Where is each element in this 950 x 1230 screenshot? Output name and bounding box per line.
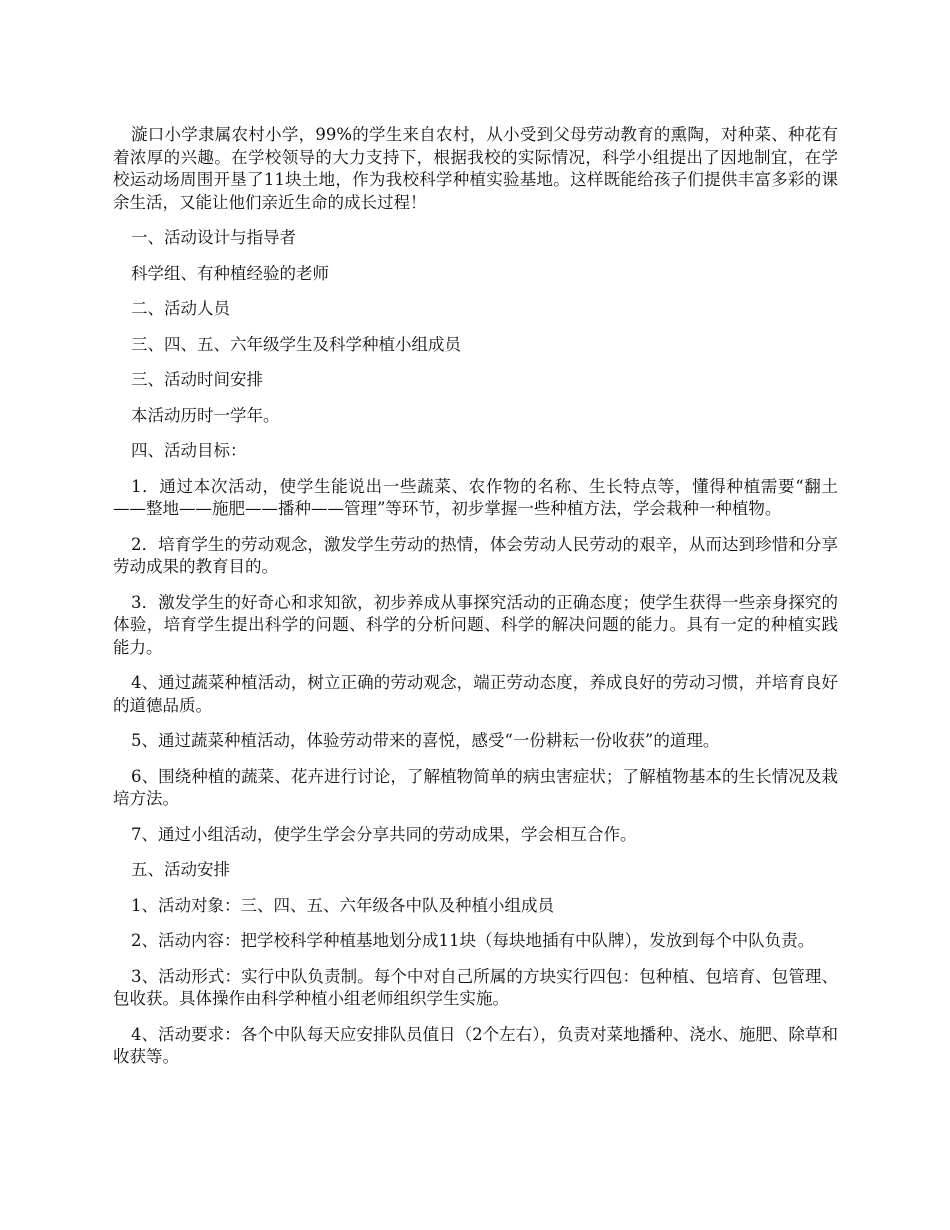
- goal-item-3: 3．激发学生的好奇心和求知欲，初步养成从事探究活动的正确态度；使学生获得一些亲身探究的体验，培育学生提出科学的问题、科学的分析问题、科学的解决问题的能力。具有一定的种植实践能力。: [113, 592, 838, 657]
- designers-text: 科学组、有种植经验的老师: [131, 263, 329, 283]
- intro-paragraph: 漩口小学隶属农村小学，99%的学生来自农村，从小受到父母劳动教育的熏陶，对种菜、种花有着浓厚的兴趣。在学校领导的大力支持下，根据我校的实际情况，科学小组提出了因地制宜，在学校运动场周围开垦了11块土地，作为我校科学种植实验基地。这样既能给孩子们提供丰富多彩的课余生活，又能让他们亲近生命的成长过程！: [113, 125, 838, 212]
- arrangement-item-1: 1、活动对象：三、四、五、六年级各中队及种植小组成员: [131, 895, 554, 915]
- section-heading-arrangement: 五、活动安排: [131, 860, 230, 879]
- participants-text: 三、四、五、六年级学生及科学种植小组成员: [131, 334, 461, 354]
- goal-item-7: 7、通过小组活动，使学生学会分享共同的劳动成果，学会相互合作。: [131, 824, 637, 844]
- arrangement-item-4: 4、活动要求：各个中队每天应安排队员值日（2个左右），负责对菜地播种、浇水、施肥、除草和收获等。: [113, 1024, 838, 1066]
- section-heading-schedule: 三、活动时间安排: [131, 370, 263, 389]
- goal-item-1: 1．通过本次活动，使学生能说出一些蔬菜、农作物的名称、生长特点等，懂得种植需要“翻土——整地——施肥——播种——管理”等环节，初步掌握一些种植方法，学会栽种一种植物。: [113, 476, 838, 518]
- section-heading-designers: 一、活动设计与指导者: [131, 228, 296, 247]
- section-heading-goals: 四、活动目标：: [131, 441, 247, 460]
- arrangement-item-3: 3、活动形式：实行中队负责制。每个中对自己所属的方块实行四包：包种植、包培育、包管理、包收获。具体操作由科学种植小组老师组织学生实施。: [113, 966, 838, 1008]
- goal-item-5: 5、通过蔬菜种植活动，体验劳动带来的喜悦，感受“一份耕耘一份收获”的道理。: [131, 731, 720, 750]
- goal-item-4: 4、通过蔬菜种植活动，树立正确的劳动观念，端正劳动态度，养成良好的劳动习惯，并培育良好的道德品质。: [113, 673, 838, 715]
- arrangement-item-2: 2、活动内容：把学校科学种植基地划分成11块（每块地插有中队牌），发放到每个中队负责。: [131, 931, 815, 950]
- goal-item-2: 2．培育学生的劳动观念，激发学生劳动的热情，体会劳动人民劳动的艰辛，从而达到珍惜和分享劳动成果的教育目的。: [113, 534, 838, 576]
- document-body: [113, 124, 838, 1082]
- goal-item-6: 6、围绕种植的蔬菜、花卉进行讨论，了解植物简单的病虫害症状；了解植物基本的生长情况及栽培方法。: [113, 766, 838, 808]
- section-heading-participants: 二、活动人员: [131, 299, 230, 318]
- schedule-text: 本活动历时一学年。: [131, 405, 280, 425]
